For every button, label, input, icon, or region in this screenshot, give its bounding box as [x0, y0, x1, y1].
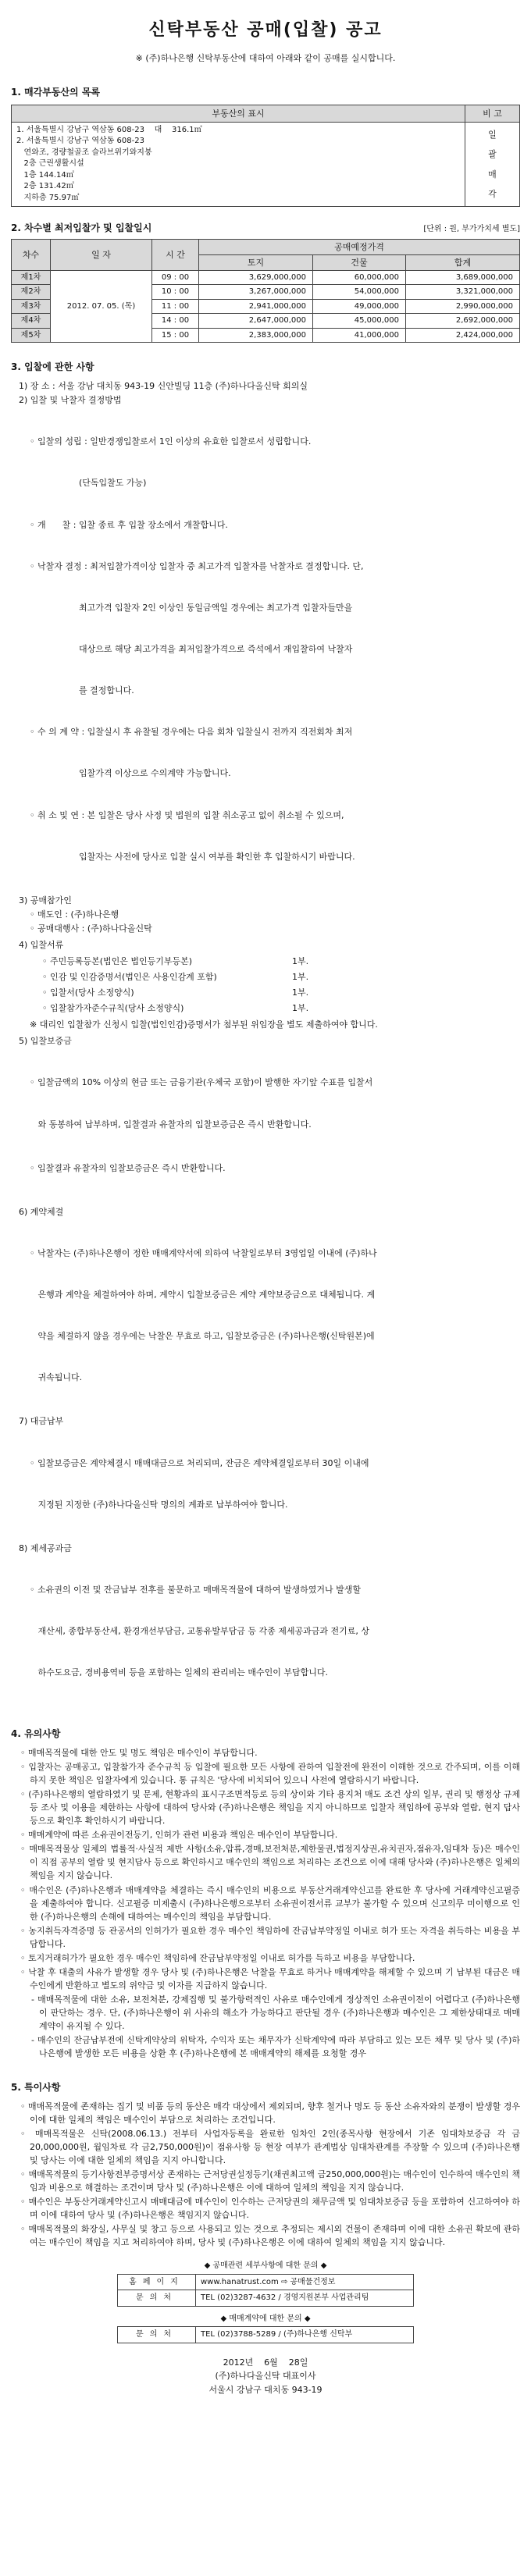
method-line: 대상으로 해당 최고가격을 최저입찰가격으로 즉석에서 재입찰하여 낙찰자	[30, 643, 353, 654]
land-cell: 2,647,000,000	[199, 314, 313, 329]
contract-line: 귀속됩니다.	[30, 1372, 83, 1383]
tax-line: ◦ 소유권의 이전 및 잔금납부 전후를 불문하고 매매목적물에 대하여 발생하였거나 발생할	[30, 1585, 361, 1596]
notice-item: ◦ 매매목적물상 일체의 법률적·사실적 제반 사항(소유,압류,경매,보전처분,제한물권,법정지상권,유치권자,점유자,임대차 등)은 매수인이 직접 공부의 열람 및 현지답사 등으로 확인하시고 매수인의 책임으로 처리하는 조건으로 이에 대해 당사와 (주)하나은행은 일체의 책임을 지지 않습니다.	[20, 1844, 520, 1881]
property-description	[12, 122, 465, 207]
document	[11, 17, 520, 2397]
notice-subitem: - 매수인의 잔금납부전에 신탁계약상의 위탁자, 수익자 또는 채무자가 신탁계약에 따라 부담하고 있는 모든 채무 및 당사 및 (주)하나은행에 발생한 모든 비용을 상환 후 (주)하나은행에 본 매매계약의 해제를 요청할 경우	[31, 2035, 520, 2059]
method-line: ◦ 입찰의 성립 : 일반경쟁입찰로서 1인 이상의 유효한 입찰로서 성립합니다.	[30, 436, 312, 447]
land-cell: 3,267,000,000	[199, 285, 313, 300]
qual-heading: 3) 공매참가인	[19, 895, 72, 906]
time-cell: 15 : 00	[152, 328, 199, 343]
building-cell: 41,000,000	[312, 328, 405, 343]
contact-key: 문의처	[118, 2290, 196, 2307]
property-line: 1층 144.14㎡	[16, 170, 74, 180]
contact-sale	[117, 2313, 414, 2343]
payment-heading: 7) 대금납부	[19, 1416, 64, 1427]
property-table	[11, 105, 520, 208]
method-line: ◦ 취 소 및 연 : 본 입찰은 당사 사정 및 법원의 입찰 취소공고 없이 취소될 수 있으며,	[30, 809, 344, 820]
land-cell: 2,383,000,000	[199, 328, 313, 343]
building-cell: 60,000,000	[312, 270, 405, 285]
place-line: 1) 장 소 : 서울 강남 대치동 943-19 신안빌딩 11층 (주)하나다올신탁 회의실	[19, 381, 308, 392]
contact-auction	[117, 2260, 414, 2307]
contact-sale-title: ◆ 매매계약에 대한 문의 ◆	[220, 2314, 311, 2323]
time-cell: 09 : 00	[152, 270, 199, 285]
qual-line: ◦ 매도인 : (주)하나은행	[30, 909, 119, 920]
property-line: 2층 근린생활시설	[16, 159, 84, 169]
property-header: 부동산의 표시	[12, 105, 465, 122]
doc-qty: 1부.	[292, 972, 309, 983]
remark-header: 비 고	[465, 105, 520, 122]
intro-text: ※ (주)하나은행 신탁부동산에 대하여 아래와 같이 공매를 실시합니다.	[135, 53, 396, 64]
method-list	[19, 407, 520, 891]
round-cell: 제2차	[12, 285, 51, 300]
section-3-body	[11, 379, 520, 1706]
contact-auction-table	[117, 2274, 414, 2307]
footer-date: 2012년 6월 28일	[223, 2357, 308, 2368]
doc-qty: 1부.	[292, 987, 309, 998]
method-line: ◦ 낙찰자 결정 : 최저입찰가격이상 입찰자 중 최고가격 입찰자를 낙찰자로 결정합니다. 단,	[30, 560, 364, 571]
table-row	[12, 270, 520, 285]
special-item: ◦ 매수인은 부동산거래계약신고시 매매대금에 매수인이 인수하는 근저당권의 채무금액 및 임대차보증금 등을 포함하여 신고하여야 하며 이에 대하여 당사 및 (주)하나은행은 책임지지 않습니다.	[20, 2197, 520, 2221]
total-header: 합계	[406, 254, 520, 270]
docs-note: ※ 대리인 입찰참가 신청시 입찰(법인인감)증명서가 첨부된 위임장을 별도 제출하여야 합니다.	[30, 1019, 378, 1030]
notice-sublist	[11, 1993, 520, 2060]
section-3-title: 3. 입찰에 관한 사항	[11, 361, 94, 373]
building-cell: 49,000,000	[312, 299, 405, 314]
contract-line: 은행과 계약을 체결하여야 하며, 계약시 입찰보증금은 계약 계약보증금으로 대체됩니다. 계	[30, 1290, 376, 1300]
special-item: ◦ 매매목적물은 신탁(2008.06.13.) 전부터 사업자등록을 완료한 임차인 2인(종목사항 현장에서 기존 임대차보증금 각 금20,000,000원, 월임차료 각 금2,750,000원)이 점유사항 등 현장 여부가 관계법상 임대차관계를 주장할 수 있으며 (주)하나은행 및 당사는 이에 대한 일체의 책임을 지지 아니합니다.	[20, 2128, 520, 2165]
unit-note: [단위 : 원, 부가가치세 별도]	[423, 225, 520, 234]
land-cell: 3,629,000,000	[199, 270, 313, 285]
section-2-title: 2. 차수별 최저입찰가 및 입찰일시	[11, 222, 152, 234]
total-cell: 3,321,000,000	[406, 285, 520, 300]
contact-value: TEL (02)3788-5289 / (주)하나은행 신탁부	[196, 2327, 414, 2343]
property-line: 연와조, 경량철골조 슬라브위기와지붕	[16, 148, 152, 157]
land-cell: 2,941,000,000	[199, 299, 313, 314]
property-line: 지하층 75.97㎡	[16, 193, 80, 202]
homepage-link[interactable]: www.hanatrust.com ⇨ 공매물건정보	[196, 2274, 414, 2290]
round-cell: 제3차	[12, 299, 51, 314]
price-header: 공매예정가격	[199, 239, 520, 254]
remark-char: 매	[488, 169, 497, 180]
building-header: 건물	[312, 254, 405, 270]
contact-sale-table	[117, 2326, 414, 2343]
tax-line: 하수도요금, 경비용역비 등을 포함하는 일체의 관리비는 매수인이 부담합니다.	[30, 1667, 328, 1678]
time-header: 시 간	[152, 239, 199, 270]
notice-item: ◦ 매수인은 (주)하나은행과 매매계약을 체결하는 즉시 매수인의 비용으로 부동산거래계약신고를 완료한 후 당사에 거래계약신고필증을 제출하여야 합니다. 신고필증 미제출시 (주)하나은행으로부터 소유권이전서류 교부가 불가할 수 있으며 신고의무 미이행으로 인한 (주)하나은행의 손해에 대하여는 매수인의 책임을 부담합니다.	[20, 1884, 520, 1922]
property-line: 2층 131.42㎡	[16, 182, 74, 191]
doc-qty: 1부.	[292, 955, 309, 966]
docs-heading: 4) 입찰서류	[19, 939, 64, 950]
section-1-title: 1. 매각부동산의 목록	[11, 87, 101, 98]
footer-company: (주)하나다올신탁 대표이사	[215, 2371, 316, 2382]
section-5-title: 5. 특이사항	[11, 2082, 61, 2094]
doc-qty: 1부.	[292, 1003, 309, 1014]
section-4-title: 4. 유의사항	[11, 1728, 61, 1740]
doc-name: ◦ 주민등록등본(법인은 법인등기부등본)	[42, 955, 193, 966]
footer-address: 서울시 강남구 대치동 943-19	[208, 2384, 323, 2395]
doc-name: ◦ 인감 및 인감증명서(법인은 사용인감계 포함)	[42, 972, 217, 983]
property-line: 1. 서울특별시 강남구 역삼동 608-23 대 316.1㎡	[16, 125, 202, 134]
notice-item: ◦ 토지거래허가가 필요한 경우 매수인 책임하에 잔금납부약정일 이내로 허가를 득하고 비용을 부담합니다.	[20, 1952, 415, 1963]
remark-char: 각	[488, 188, 497, 199]
deposit-line: 와 동봉하여 납부하며, 입찰결과 유찰자의 입찰보증금은 즉시 반환합니다.	[30, 1119, 312, 1130]
contact-auction-title: ◆ 공매관련 세부사항에 대한 문의 ◆	[204, 2261, 327, 2271]
method-line: 입찰가격 이상으로 수의계약 가능합니다.	[30, 768, 231, 779]
contract-heading: 6) 계약체결	[19, 1206, 64, 1217]
notice-item: ◦ 농지취득자격증명 등 관공서의 인허가가 필요한 경우 매수인 책임하에 잔금납부약정일 이내로 허가 또는 자격을 취득하는 비용을 부담합니다.	[20, 1925, 520, 1949]
deposit-line: ◦ 입찰결과 유찰자의 입찰보증금은 즉시 반환합니다.	[30, 1162, 226, 1173]
schedule-table	[11, 239, 520, 343]
land-header: 토지	[199, 254, 313, 270]
total-cell: 2,692,000,000	[406, 314, 520, 329]
notice-item: ◦ 매매계약에 따른 소유권이전등기, 인허가 관련 비용과 책임은 매수인이 부담합니다.	[20, 1830, 338, 1841]
date-cell: 2012. 07. 05. (목)	[51, 270, 152, 343]
footer	[11, 2356, 520, 2397]
remark-char: 일	[488, 130, 497, 141]
qual-line: ◦ 공매대행사 : (주)하나다올신탁	[30, 923, 152, 934]
notice-item: ◦ 입찰자는 공매공고, 입찰참가자 준수규칙 등 입찰에 필요한 모든 사항에 관하여 입찰전에 완전이 이해한 것으로 간주되며, 이를 이해하지 못한 책임은 입찰자에게 있습니다. 통 규칙은 '당사에 비치되어 있으니 사전에 열람하시기 바랍니다.	[20, 1762, 520, 1786]
notice-list	[11, 1746, 520, 1992]
special-item: ◦ 매매목적물에 존재하는 집기 및 비품 등의 동산은 매각 대상에서 제외되며, 향후 철거나 명도 등 동산 소유자와의 분쟁이 발생할 경우 이에 대한 일체의 책임은 매수인이 부담으로 처리하는 조건입니다.	[20, 2101, 520, 2125]
remark-char: 괄	[488, 149, 497, 160]
round-cell: 제1차	[12, 270, 51, 285]
contract-line: 약을 체결하지 않을 경우에는 낙찰은 무효로 하고, 입찰보증금은 (주)하나은행(신탁원본)에	[30, 1331, 375, 1342]
page-title: 신탁부동산 공매(입찰) 공고	[148, 20, 383, 40]
special-item: ◦ 매매목적물의 화장실, 사무실 및 창고 등으로 사용되고 있는 것으로 추정되는 제시외 건물이 존재하며 이에 대한 소유권 확보에 관하여는 매수인이 책임을 지고 처리하여야 하며, 당사 및 (주)하나은행은 이에 대하여 일체의 책임을 지지 않습니다.	[20, 2224, 520, 2248]
doc-name: ◦ 입찰참가자준수규칙(당사 소정양식)	[42, 1003, 184, 1014]
notice-item: ◦ 낙찰 후 대출의 사유가 발생할 경우 당사 및 (주)하나은행은 낙찰을 무효로 하거나 매매계약을 해제할 수 있으며 기 납부된 대금은 매수인에게 반환하고 별도의 위약금 및 이자를 지급하지 않습니다.	[20, 1966, 520, 1991]
method-heading: 2) 입찰 및 낙찰자 결정방법	[19, 395, 122, 406]
deposit-line: ◦ 입찰금액의 10% 이상의 현금 또는 금융기관(우체국 포함)이 발행한 자기앞 수표를 입찰서	[30, 1077, 373, 1088]
building-cell: 45,000,000	[312, 314, 405, 329]
notice-item: ◦ 매매목적물에 대한 안도 및 명도 책임은 매수인이 부담합니다.	[20, 1748, 258, 1759]
property-line: 2. 서울특별시 강남구 역삼동 608-23	[16, 137, 144, 146]
method-line: ◦ 개 찰 : 입찰 종료 후 입찰 장소에서 개찰합니다.	[30, 519, 228, 530]
time-cell: 11 : 00	[152, 299, 199, 314]
contact-value: TEL (02)3287-4632 / 경영지원본부 사업관리팀	[196, 2290, 414, 2307]
tax-heading: 8) 제세공과금	[19, 1542, 72, 1553]
total-cell: 3,689,000,000	[406, 270, 520, 285]
contact-key: 문의처	[118, 2327, 196, 2343]
remark-cell	[465, 122, 520, 207]
tax-line: 재산세, 종합부동산세, 환경개선부담금, 교통유발부담금 등 각종 제세공과금과 전기료, 상	[30, 1626, 369, 1637]
time-cell: 10 : 00	[152, 285, 199, 300]
time-cell: 14 : 00	[152, 314, 199, 329]
round-cell: 제5차	[12, 328, 51, 343]
special-list	[11, 2100, 520, 2250]
special-item: ◦ 매매목적물의 등기사항전부증명서상 존재하는 근저당권설정등기(채권최고액 금250,000,000원)는 매수인이 인수하여 매수인의 책임과 비용으로 해결하는 조건이며 당사 및 (주)하나은행은 이에 대하여 일체의 책임을 지지 않습니다.	[20, 2169, 520, 2194]
method-line: ◦ 수 의 계 약 : 입찰실시 후 유찰될 경우에는 다음 회차 입찰실시 전까지 직전회차 최저	[30, 727, 353, 738]
payment-line: 지정된 지정한 (주)하나다올신탁 명의의 계좌로 납부하여야 합니다.	[30, 1499, 288, 1510]
total-cell: 2,990,000,000	[406, 299, 520, 314]
method-line: 최고가격 입찰자 2인 이상인 동일금액일 경우에는 최고가격 입찰자들만을	[30, 602, 353, 613]
docs-list	[19, 955, 520, 1015]
round-header: 차수	[12, 239, 51, 270]
method-line: 입찰자는 사전에 당사로 입찰 실시 여부를 확인한 후 입찰하시기 바랍니다.	[30, 851, 355, 862]
date-header: 일 자	[51, 239, 152, 270]
deposit-heading: 5) 입찰보증금	[19, 1036, 72, 1047]
building-cell: 54,000,000	[312, 285, 405, 300]
round-cell: 제4차	[12, 314, 51, 329]
contact-key: 홈페이지	[118, 2274, 196, 2290]
doc-name: ◦ 입찰서(당사 소정양식)	[42, 987, 134, 998]
method-line: 를 결정합니다.	[30, 685, 134, 696]
notice-item: ◦ (주)하나은행의 열람하였기 및 문제, 현황과의 표시구조면적등로 등의 상이와 기타 용지처 매도 조건 상의 일부, 권리 및 행정상 규제 등 조사 및 이용을 제한하는 사항에 대하여 당사와 (주)하나은행은 책임을 지지 아니하므로 입찰자 책임하에 공부와 열람, 현지 답사 등으로 확인후 확인하시기 바랍니다.	[20, 1789, 520, 1827]
notice-subitem: - 매매목적물에 대한 소유, 보전처분, 강제집행 및 불가항력적인 사유로 매수인에게 정상적인 소유권이전이 어렵다고 (주)하나은행이 판단하는 경우. 단, (주)하나은행이 위 사유의 해소가 가능하다고 판단될 경우 (주)하나은행과 매수인은 그 제한상태대로 매매계약이 유지될 수 있다.	[31, 1994, 520, 2031]
contract-line: ◦ 낙찰자는 (주)하나은행이 정한 매매계약서에 의하여 낙찰일로부터 3영업일 이내에 (주)하나	[30, 1247, 377, 1258]
total-cell: 2,424,000,000	[406, 328, 520, 343]
method-line: (단독입찰도 가능)	[30, 478, 147, 489]
payment-line: ◦ 입찰보증금은 계약체결시 매매대금으로 처리되며, 잔금은 계약체결일로부터 30일 이내에	[30, 1457, 369, 1468]
